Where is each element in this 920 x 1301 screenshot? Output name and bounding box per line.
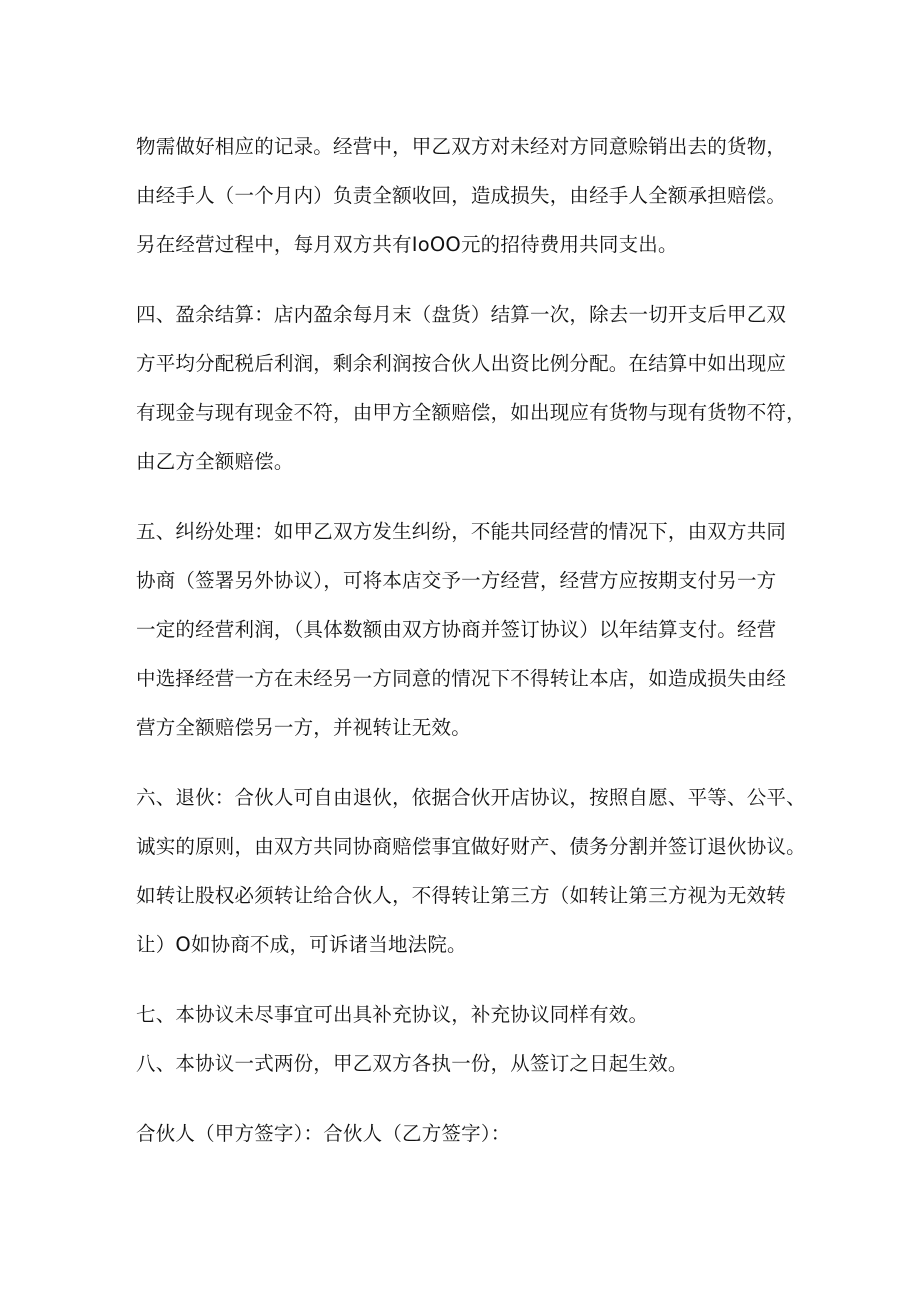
text-line: 营方全额赔偿另一方，并视转让无效。 xyxy=(136,716,471,739)
text-line: 协商（签署另外协议），可将本店交予一方经营，经营方应按期支付另一方 xyxy=(136,569,777,592)
text-line: 有现金与现有现金不符，由甲方全额赔偿，如出现应有货物与现有货物不符， xyxy=(136,401,806,424)
text-line: 如转让股权必须转让给合伙人，不得转让第三方（如转让第三方视为无效转 xyxy=(136,884,787,907)
text-line: 一定的经营利润，（具体数额由双方协商并签订协议）以年结算支付。经营 xyxy=(136,618,777,641)
text-line: 中选择经营一方在未经另一方同意的情况下不得转让本店，如造成损失由经 xyxy=(136,667,787,690)
text-line: 物需做好相应的记录。经营中，甲乙双方对未经对方同意赊销出去的货物， xyxy=(136,135,787,158)
text-line: 六、退伙：合伙人可自由退伙，依据合伙开店协议，按照自愿、平等、公平、 xyxy=(136,786,806,809)
signature-line: 合伙人（甲方签字）：合伙人（乙方签字）： xyxy=(136,1122,511,1145)
text-line: 另在经营过程中，每月双方共有IoOO元的招待费用共同支出。 xyxy=(136,233,678,256)
text-line: 由乙方全额赔偿。 xyxy=(136,450,294,473)
text-line: 让）O如协商不成，可诉诸当地法院。 xyxy=(136,933,467,956)
text-line: 诚实的原则，由双方共同协商赔偿事宜做好财产、债务分割并签订退伙协议。 xyxy=(136,835,806,858)
text-line: 方平均分配税后利润，剩余利润按合伙人出资比例分配。在结算中如出现应 xyxy=(136,352,787,375)
text-line: 八、本协议一式两份，甲乙双方各执一份，从签订之日起生效。 xyxy=(136,1052,688,1075)
text-line: 五、纠纷处理：如甲乙双方发生纠纷，不能共同经营的情况下，由双方共同 xyxy=(136,520,787,543)
text-line: 由经手人（一个月内）负责全额收回，造成损失，由经手人全额承担赔偿。 xyxy=(136,184,787,207)
text-line: 七、本协议未尽事宜可出具补充协议，补充协议同样有效。 xyxy=(136,1003,649,1026)
text-line: 四、盈余结算：店内盈余每月末（盘货）结算一次，除去一切开支后甲乙双 xyxy=(136,303,787,326)
